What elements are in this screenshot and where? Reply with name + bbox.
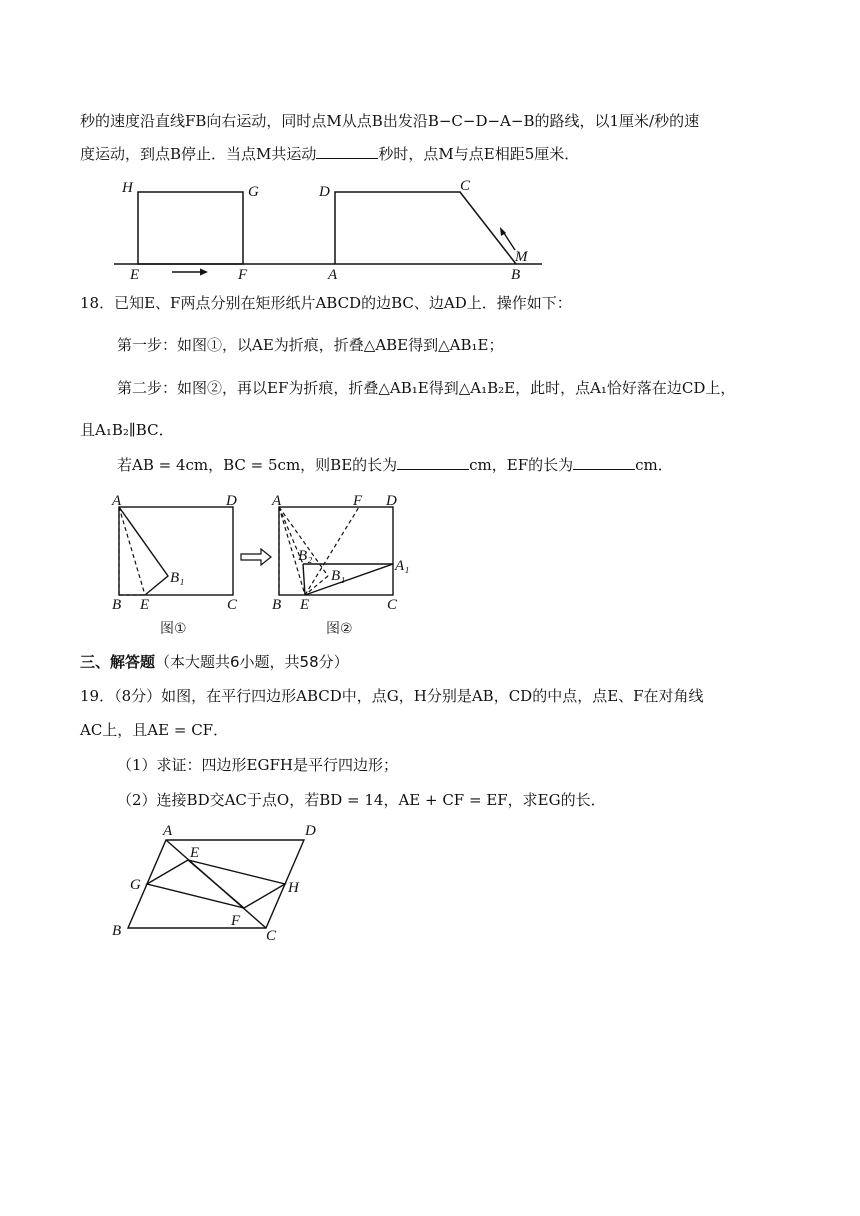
q18-fig2-label-D: D bbox=[386, 493, 397, 509]
q19-label-C: C bbox=[266, 928, 277, 944]
q18-fig2-label-B1: B₁ bbox=[331, 568, 346, 584]
q18-fig1-label-B: B bbox=[112, 597, 122, 613]
q17-text-line2a: 度运动，到点B停止．当点M共运动 bbox=[80, 145, 317, 163]
q18-step2b: 且A₁B₂∥BC． bbox=[80, 421, 174, 439]
q18-fig2-label-A: A bbox=[272, 493, 282, 509]
q17-label-C: C bbox=[460, 178, 471, 194]
q19-label-D: D bbox=[305, 823, 316, 839]
q19-text-line1: 19．（8分）如图，在平行四边形ABCD中，点G，H分别是AB，CD的中点，点E、F在对角线 bbox=[80, 687, 704, 705]
q18-fig2-label-F: F bbox=[353, 493, 363, 509]
q17-text-line2b: 秒时，点M与点E相距5厘米． bbox=[378, 145, 580, 163]
q18-fig1-label-B1: B₁ bbox=[170, 570, 185, 586]
q17-label-E: E bbox=[130, 267, 140, 282]
q18-fig2-label-C: C bbox=[387, 597, 398, 613]
q17-label-F: F bbox=[238, 267, 248, 282]
q18-fig1-label-E: E bbox=[140, 597, 150, 613]
q19-figure bbox=[106, 820, 336, 945]
q17-figure bbox=[108, 172, 548, 282]
q17-label-A: A bbox=[328, 267, 338, 282]
q18-fig1-caption: 图① bbox=[160, 621, 187, 637]
q18-condition-c: cm． bbox=[635, 456, 673, 474]
q17-label-M: M bbox=[515, 249, 528, 265]
q19-part2: （2）连接BD交AC于点O，若BD = 14，AE + CF = EF，求EG的长． bbox=[117, 791, 606, 809]
q19-label-H: H bbox=[288, 880, 299, 896]
q19-label-E: E bbox=[190, 845, 200, 861]
q18-fig1-label-D: D bbox=[226, 493, 237, 509]
q19-label-G: G bbox=[130, 877, 141, 893]
q18-fig2-label-B2: B₂ bbox=[298, 548, 313, 564]
q18-fig2-caption: 图② bbox=[326, 621, 353, 637]
q17-label-B: B bbox=[511, 267, 521, 282]
q18-text-line1: 18．已知E、F两点分别在矩形纸片ABCD的边BC、边AD上．操作如下： bbox=[80, 294, 572, 312]
q17-answer-blank bbox=[316, 144, 378, 159]
q19-label-A: A bbox=[163, 823, 173, 839]
q19-label-F: F bbox=[231, 913, 241, 929]
section3-title: 三、解答题 bbox=[80, 653, 156, 671]
q18-condition-a: 若AB = 4cm，BC = 5cm，则BE的长为 bbox=[117, 456, 398, 474]
q18-fig2-label-A1: A₁ bbox=[395, 558, 410, 574]
q19-label-B: B bbox=[112, 923, 122, 939]
q18-step1: 第一步：如图①，以AE为折痕，折叠△ABE得到△AB₁E； bbox=[117, 336, 504, 354]
q18-answer-blank-be bbox=[397, 455, 469, 470]
q19-text-line2: AC上，且AE = CF． bbox=[80, 721, 229, 739]
q18-condition-b: cm，EF的长为 bbox=[469, 456, 574, 474]
q17-label-G: G bbox=[248, 184, 259, 200]
q19-part1: （1）求证：四边形EGFH是平行四边形； bbox=[117, 756, 398, 774]
q18-fig2-label-B: B bbox=[272, 597, 282, 613]
q18-condition bbox=[117, 454, 673, 476]
q18-fig1-label-C: C bbox=[227, 597, 238, 613]
q18-figures bbox=[100, 488, 420, 640]
q18-answer-blank-ef bbox=[573, 455, 635, 470]
q17-text-line1: 秒的速度沿直线FB向右运动，同时点M从点B出发沿B−C−D−A−B的路线，以1厘米/秒的速 bbox=[80, 112, 700, 130]
q17-label-H: H bbox=[122, 180, 133, 196]
q18-fig2-label-E: E bbox=[300, 597, 310, 613]
q17-text-line2 bbox=[80, 143, 579, 165]
section3-heading bbox=[80, 651, 349, 673]
q18-step2: 第二步：如图②，再以EF为折痕，折叠△AB₁E得到△A₁B₂E，此时，点A₁恰好落在边CD上， bbox=[117, 379, 736, 397]
q17-label-D: D bbox=[319, 184, 330, 200]
q18-fig1-label-A: A bbox=[112, 493, 122, 509]
section3-note: （本大题共6小题，共58分） bbox=[155, 653, 349, 671]
